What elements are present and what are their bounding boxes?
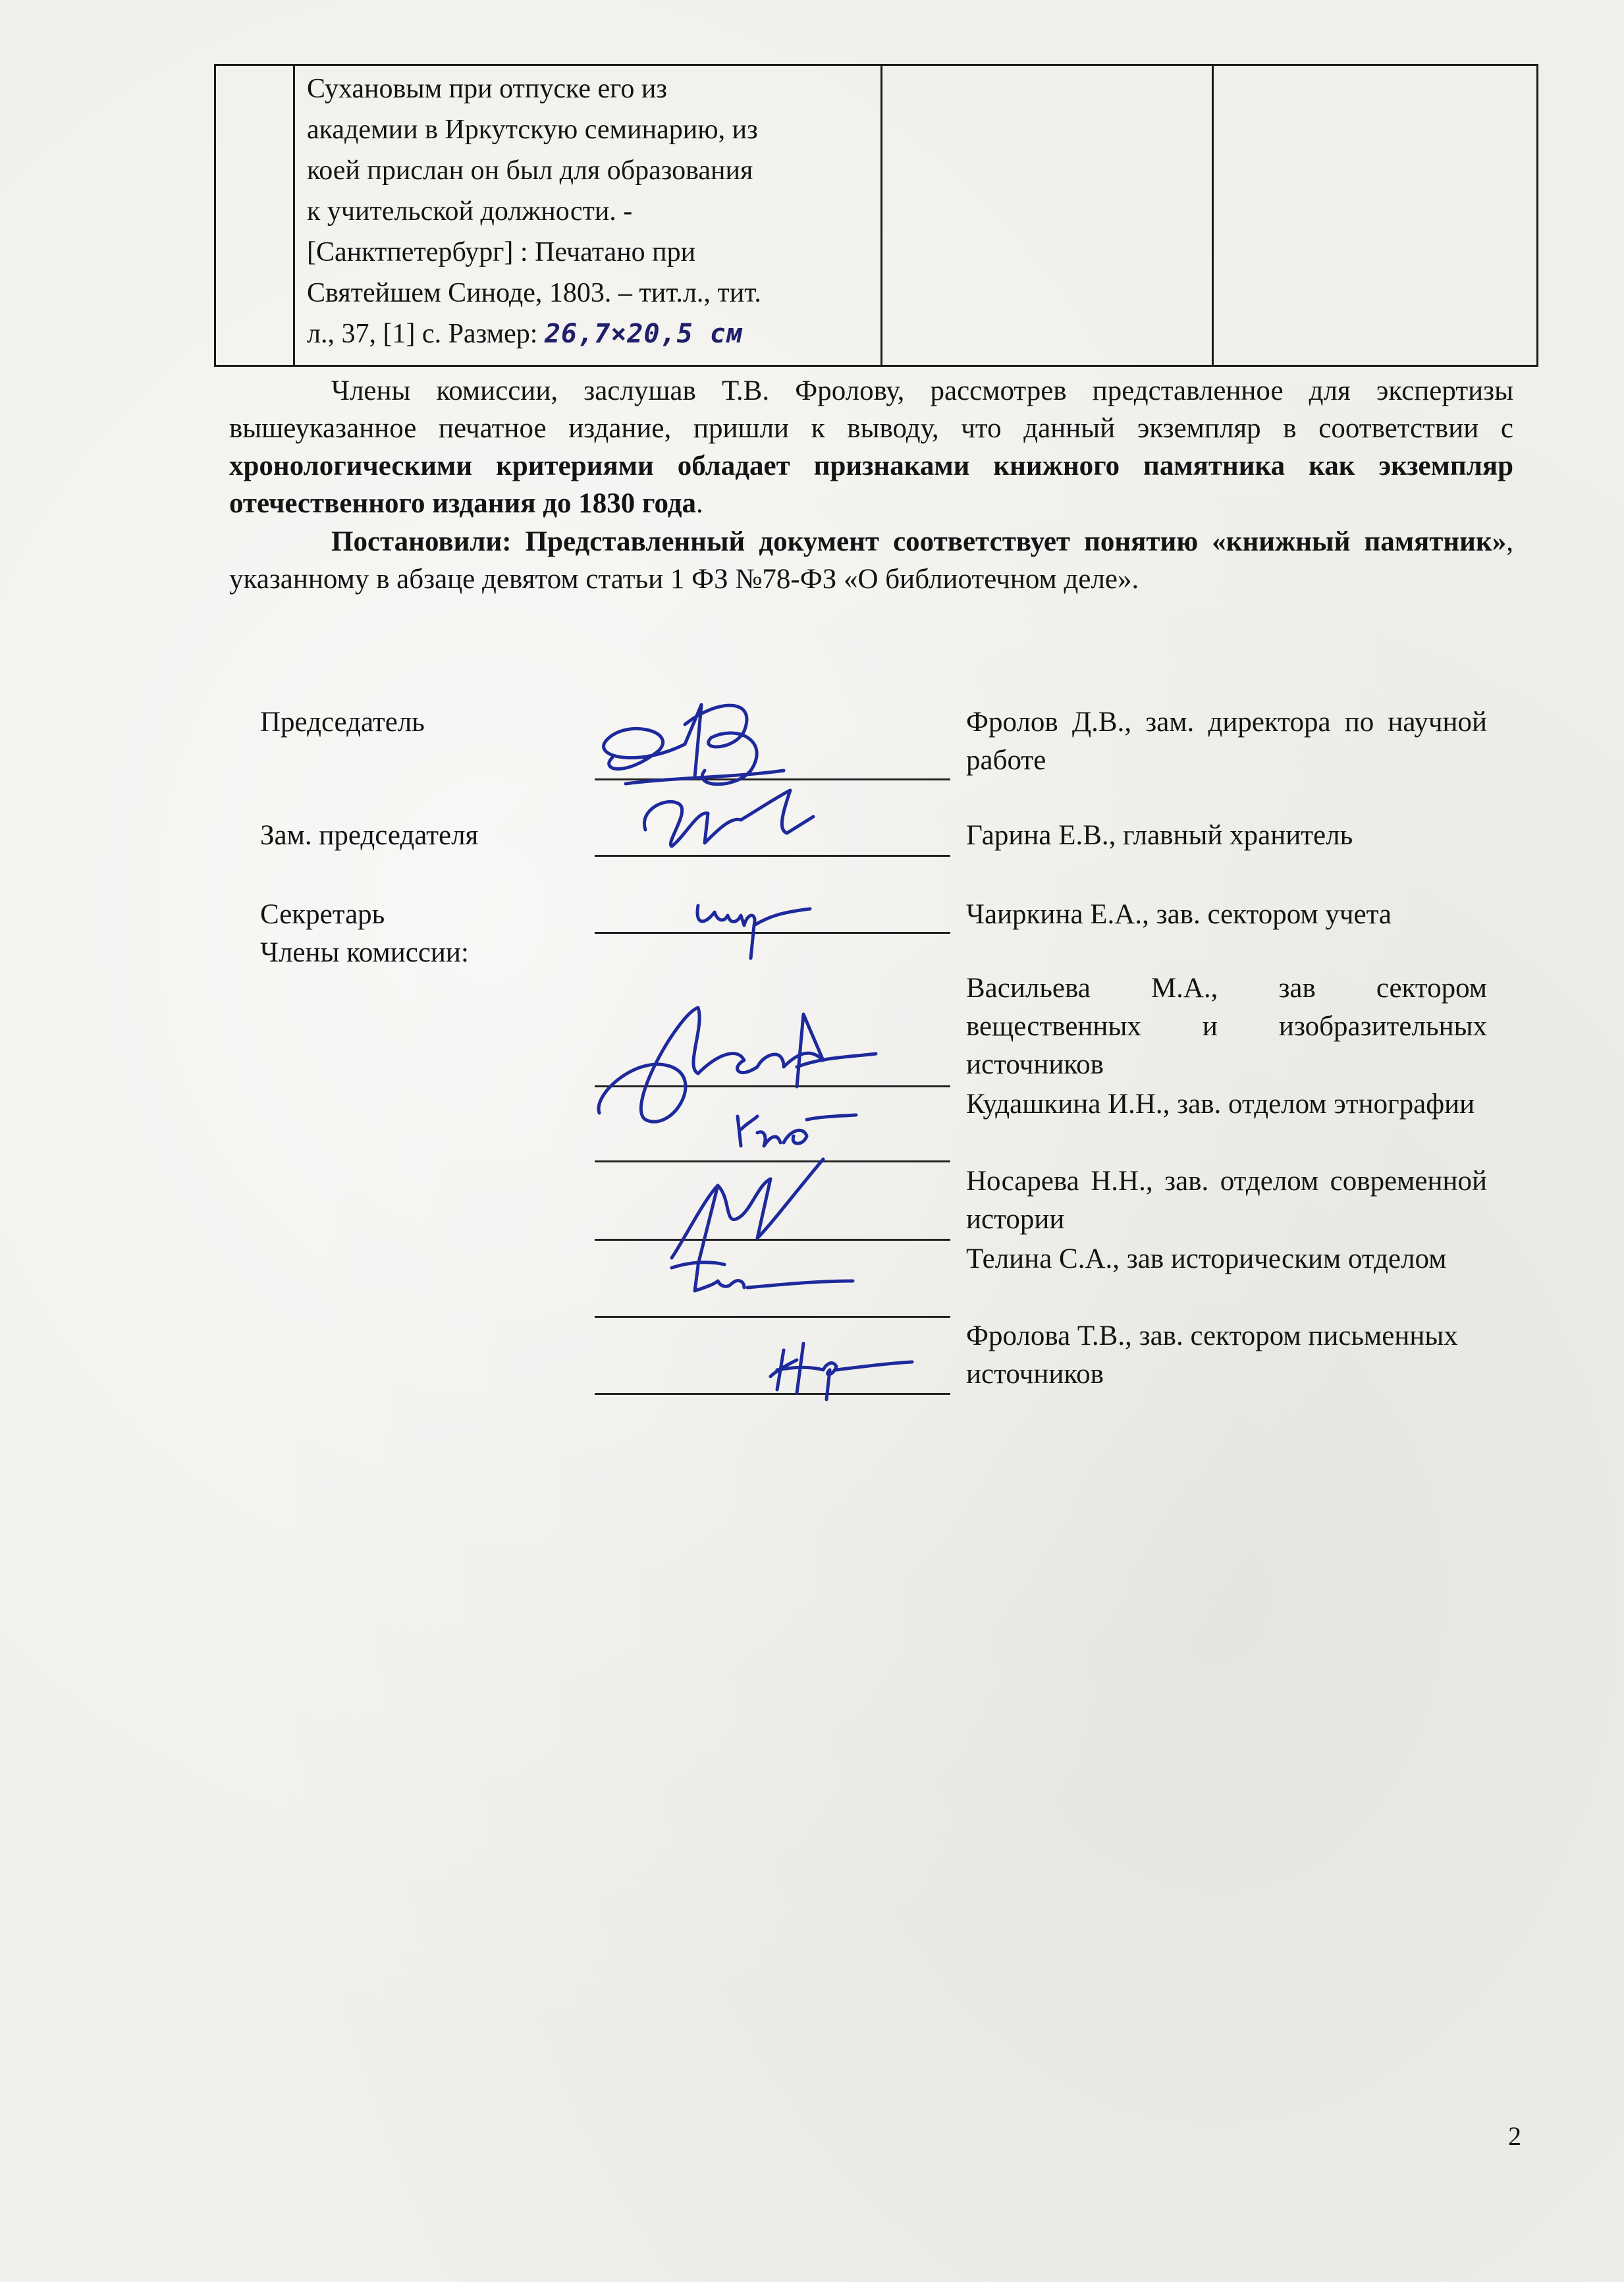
conclusion-text: Члены комиссии, заслушав Т.В. Фролову, рассмотрев представленное для экспертизы вышеуказанное печатное издание, пришли к выводу, что данный экземпляр в соответствии с [229, 375, 1513, 444]
resolution-text: , указанному в абзаце девятом статьи 1 ФЗ №78-ФЗ «О библиотечном деле». [229, 526, 1513, 595]
member-signature-line-4 [595, 1316, 950, 1318]
chairman-name: Фролов Д.В., зам. директора по научной работе [966, 707, 1487, 776]
resolution-paragraph [229, 523, 1513, 598]
member-name-2: Кудашкина И.Н., зав. отделом этнографии [966, 1089, 1475, 1120]
deputy-signature [626, 771, 823, 856]
page-number: 2 [1508, 2121, 1521, 2151]
member-name-4: Телина С.А., зав историческим отделом [966, 1243, 1447, 1274]
table-row [215, 65, 1538, 366]
table-cell-empty-4 [1213, 65, 1538, 366]
book-description-table [214, 64, 1538, 367]
deputy-label: Зам. председателя [260, 820, 479, 851]
table-cell-number [215, 65, 294, 366]
member-name-1: Васильева М.А., зав сектором вещественных и изобразительных источников [966, 973, 1487, 1080]
member-signature-5 [757, 1330, 915, 1403]
commission-conclusion-paragraph [229, 372, 1513, 522]
resolution-bold-text: Постановили: Представленный документ соответствует понятию «книжный памятник» [331, 526, 1507, 557]
chairman-label: Председатель [260, 707, 425, 738]
secretary-label: Секретарь [260, 899, 385, 930]
secretary-signature [685, 886, 817, 965]
description-text [295, 66, 880, 354]
member-signature-4 [665, 1251, 856, 1304]
secretary-name: Чаиркина Е.А., зав. сектором учета [966, 899, 1392, 930]
member-name-3: Носарева Н.Н., зав. отделом современной истории [966, 1166, 1487, 1235]
conclusion-end: . [696, 488, 703, 519]
deputy-name: Гарина Е.В., главный хранитель [966, 820, 1353, 851]
description-printed: Сухановым при отпуске его из академии в Иркутскую семинарию, из коей прислан он был для образования к учительской должности. - [Санктпетербург] : Печатано при Святейшем Синоде, 1803. – тит.л., тит. л., 37, [1] с. Размер: [307, 74, 761, 349]
table-cell-empty-3 [882, 65, 1213, 366]
handwritten-size: 26,7×20,5 см [544, 319, 743, 349]
members-label: Члены комиссии: [260, 937, 469, 968]
conclusion-bold-text: хронологическими критериями обладает признаками книжного памятника как экземпляр отечественного издания до 1830 года [229, 450, 1513, 519]
table-cell-description [294, 65, 882, 366]
member-name-5: Фролова Т.В., зав. сектором письменных источников [966, 1320, 1458, 1390]
